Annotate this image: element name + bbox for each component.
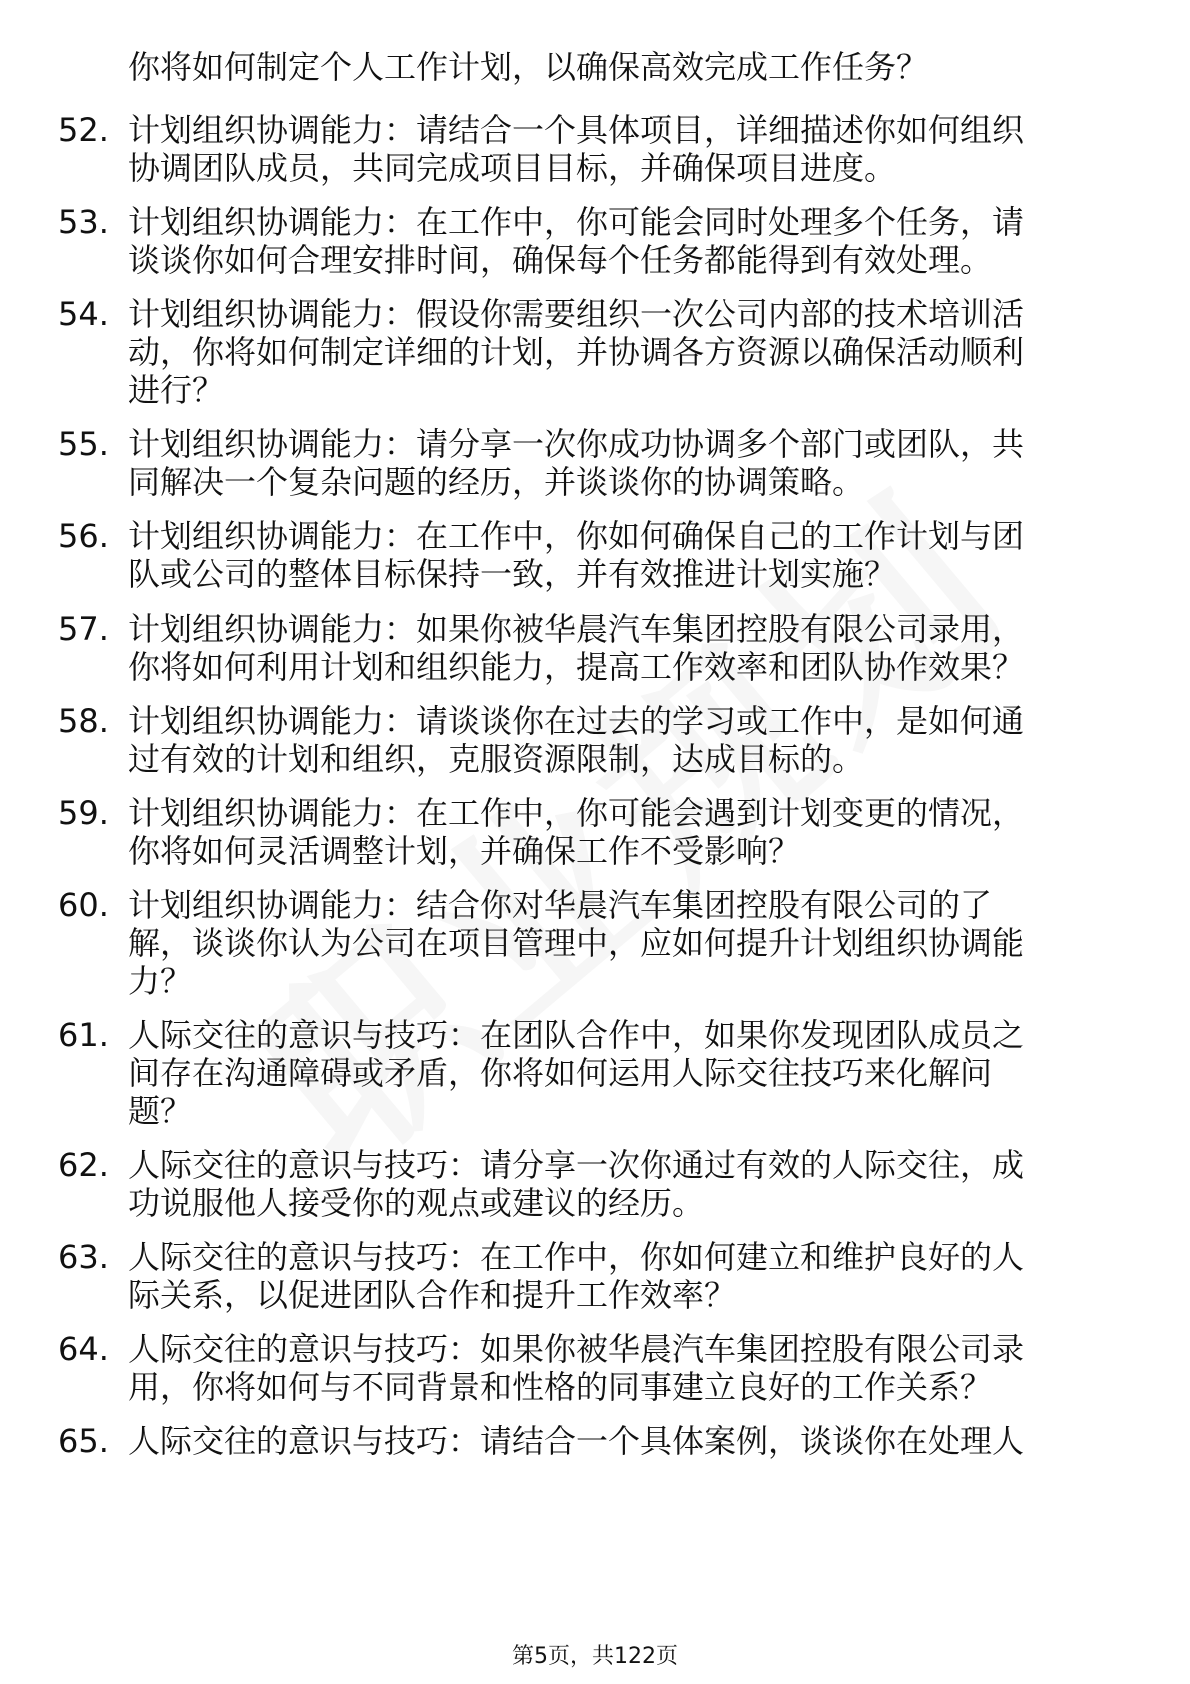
question-number: 57.: [58, 610, 109, 648]
question-line: 用，你将如何与不同背景和性格的同事建立良好的工作关系？: [128, 1368, 993, 1406]
question-number: 64.: [58, 1330, 109, 1368]
question-line: 功说服他人接受你的观点或建议的经历。: [128, 1184, 705, 1222]
question-line: 队或公司的整体目标保持一致，并有效推进计划实施？: [128, 555, 897, 593]
question-line: 你将如何利用计划和组织能力，提高工作效率和团队协作效果？: [128, 648, 1025, 686]
question-line: 计划组织协调能力：结合你对华晨汽车集团控股有限公司的了: [128, 886, 993, 924]
question-number: 62.: [58, 1146, 109, 1184]
question-line: 际关系，以促进团队合作和提升工作效率？: [128, 1276, 737, 1314]
question-line: 计划组织协调能力：请谈谈你在过去的学习或工作中，是如何通: [128, 702, 1025, 740]
question-line: 你将如何灵活调整计划，并确保工作不受影响？: [128, 832, 801, 870]
question-line: 人际交往的意识与技巧：请结合一个具体案例，谈谈你在处理人: [128, 1422, 1025, 1460]
question-line: 协调团队成员，共同完成项目目标，并确保项目进度。: [128, 149, 897, 187]
question-number: 58.: [58, 702, 109, 740]
question-line: 进行？: [128, 371, 225, 409]
question-line: 人际交往的意识与技巧：请分享一次你通过有效的人际交往，成: [128, 1146, 1025, 1184]
question-number: 56.: [58, 517, 109, 555]
question-line: 人际交往的意识与技巧：如果你被华晨汽车集团控股有限公司录: [128, 1330, 1025, 1368]
question-line: 计划组织协调能力：如果你被华晨汽车集团控股有限公司录用，: [128, 610, 1025, 648]
question-line: 谈谈你如何合理安排时间，确保每个任务都能得到有效处理。: [128, 241, 993, 279]
question-line: 计划组织协调能力：请结合一个具体项目，详细描述你如何组织: [128, 111, 1025, 149]
question-line: 过有效的计划和组织，克服资源限制，达成目标的。: [128, 740, 865, 778]
question-line: 人际交往的意识与技巧：在团队合作中，如果你发现团队成员之: [128, 1016, 1025, 1054]
question-number: 65.: [58, 1422, 109, 1460]
question-line: 动，你将如何制定详细的计划，并协调各方资源以确保活动顺利: [128, 333, 1025, 371]
question-line: 计划组织协调能力：在工作中，你可能会遇到计划变更的情况，: [128, 794, 1025, 832]
question-line: 人际交往的意识与技巧：在工作中，你如何建立和维护良好的人: [128, 1238, 1025, 1276]
lead-line: 你将如何制定个人工作计划，以确保高效完成工作任务？: [128, 48, 929, 86]
question-line: 计划组织协调能力：在工作中，你可能会同时处理多个任务，请: [128, 203, 1025, 241]
question-number: 53.: [58, 203, 109, 241]
question-line: 计划组织协调能力：在工作中，你如何确保自己的工作计划与团: [128, 517, 1025, 555]
question-line: 计划组织协调能力：假设你需要组织一次公司内部的技术培训活: [128, 295, 1025, 333]
question-line: 力？: [128, 962, 193, 1000]
question-line: 间存在沟通障碍或矛盾，你将如何运用人际交往技巧来化解问: [128, 1054, 993, 1092]
question-line: 计划组织协调能力：请分享一次你成功协调多个部门或团队，共: [128, 425, 1025, 463]
question-number: 60.: [58, 886, 109, 924]
question-number: 59.: [58, 794, 109, 832]
question-line: 题？: [128, 1092, 193, 1130]
question-number: 55.: [58, 425, 109, 463]
question-number: 54.: [58, 295, 109, 333]
question-number: 61.: [58, 1016, 109, 1054]
question-number: 52.: [58, 111, 109, 149]
question-line: 同解决一个复杂问题的经历，并谈谈你的协调策略。: [128, 463, 865, 501]
page-footer: 第5页，共122页: [512, 1644, 678, 1669]
question-line: 解，谈谈你认为公司在项目管理中，应如何提升计划组织协调能: [128, 924, 1025, 962]
question-number: 63.: [58, 1238, 109, 1276]
